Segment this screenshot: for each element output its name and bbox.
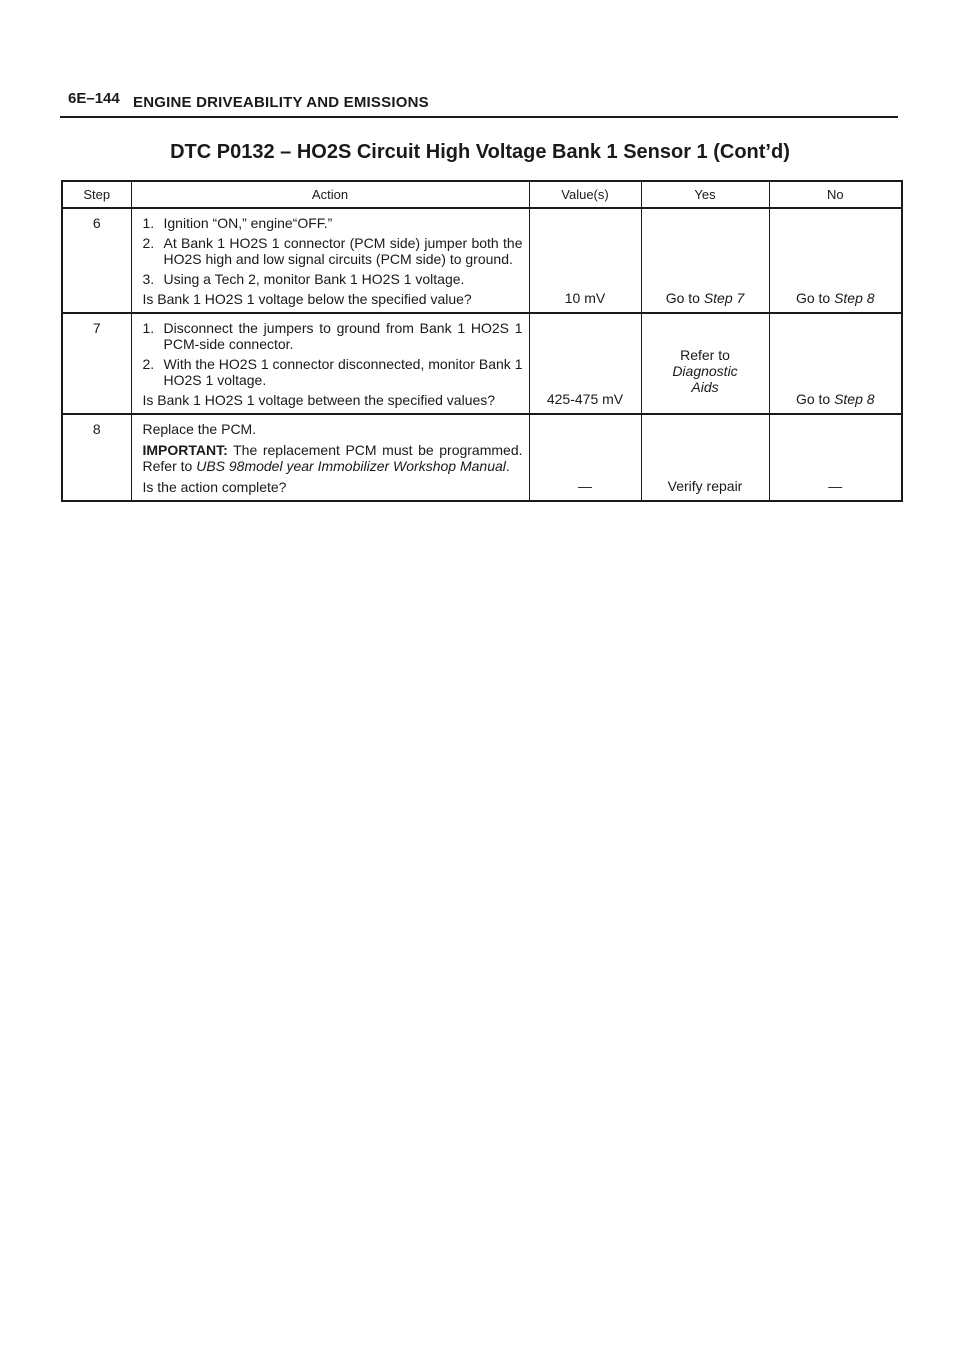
action-item: [143, 320, 523, 352]
action-item-text: With the HO2S 1 connector disconnected, monitor Bank 1 HO2S 1 voltage.: [163, 356, 523, 388]
action-question: Is Bank 1 HO2S 1 voltage between the specified values?: [142, 392, 496, 408]
value-cell: 10 mV: [529, 208, 641, 313]
column-header-no: No: [769, 181, 902, 208]
no-prefix: Go to: [795, 391, 835, 407]
action-item: [143, 356, 523, 388]
action-cell: [131, 313, 529, 414]
action-item-number: 3.: [142, 271, 155, 287]
table-row-step-6: [62, 208, 902, 313]
action-item-number: 2.: [142, 356, 155, 372]
page-title: DTC P0132 – HO2S Circuit High Voltage Bank 1 Sensor 1 (Cont’d): [170, 141, 790, 163]
action-item-number: 1.: [142, 320, 155, 336]
value-cell: —: [529, 414, 641, 501]
step-number: 6: [62, 208, 131, 313]
no-cell: [769, 208, 902, 313]
action-item: [143, 271, 523, 287]
action-cell: [131, 208, 529, 313]
action-cell: [131, 414, 529, 501]
table-row-step-8: [62, 414, 902, 501]
important-text: The replacement PCM must be programmed. Refer to: [142, 442, 523, 474]
yes-step-link[interactable]: Step 7: [703, 290, 745, 306]
diagnostic-table: [61, 180, 903, 502]
important-label: IMPORTANT:: [142, 442, 228, 458]
yes-prefix: Go to: [665, 290, 704, 306]
yes-prefix: Refer to: [680, 347, 730, 363]
step-number: 8: [62, 414, 131, 501]
action-item-text: At Bank 1 HO2S 1 connector (PCM side) jumper both the HO2S high and low signal circuits (PCM side) to ground.: [163, 235, 523, 267]
manual-reference-link[interactable]: UBS 98model year Immobilizer Workshop Manual: [196, 458, 506, 474]
column-header-step: Step: [62, 181, 131, 208]
action-item: [143, 235, 523, 267]
action-text: Replace the PCM.: [142, 421, 257, 437]
no-step-link[interactable]: Step 8: [834, 391, 875, 407]
yes-cell: Verify repair: [641, 414, 769, 501]
important-end: .: [505, 458, 510, 474]
column-header-yes: Yes: [641, 181, 769, 208]
yes-ref-line1: Diagnostic: [672, 363, 738, 379]
section-title: ENGINE DRIVEABILITY AND EMISSIONS: [133, 94, 429, 111]
action-item-number: 2.: [142, 235, 155, 251]
header-rule: [60, 116, 898, 118]
yes-ref-line2: Aids: [691, 379, 719, 395]
yes-diagnostic-aids-link[interactable]: [648, 363, 763, 395]
important-note: [143, 442, 523, 474]
yes-cell: [641, 313, 769, 414]
action-item: [143, 215, 523, 231]
no-prefix: Go to: [795, 290, 835, 306]
value-cell: 425-475 mV: [529, 313, 641, 414]
column-header-values: Value(s): [529, 181, 641, 208]
action-item-number: 1.: [142, 215, 155, 231]
action-item-text: Ignition “ON,” engine“OFF.”: [163, 215, 333, 231]
yes-cell: [641, 208, 769, 313]
action-item-text: Disconnect the jumpers to ground from Bank 1 HO2S 1 PCM-side connector.: [163, 320, 523, 352]
table-header-row: [62, 181, 902, 208]
no-cell: [769, 313, 902, 414]
page-number: 6E–144: [68, 90, 120, 107]
action-item-text: Using a Tech 2, monitor Bank 1 HO2S 1 voltage.: [163, 271, 465, 287]
action-question: Is Bank 1 HO2S 1 voltage below the specified value?: [142, 291, 472, 307]
step-number: 7: [62, 313, 131, 414]
table-row-step-7: [62, 313, 902, 414]
action-question: Is the action complete?: [142, 479, 287, 495]
no-step-link[interactable]: Step 8: [834, 290, 875, 306]
column-header-action: Action: [131, 181, 529, 208]
no-cell: —: [769, 414, 902, 501]
